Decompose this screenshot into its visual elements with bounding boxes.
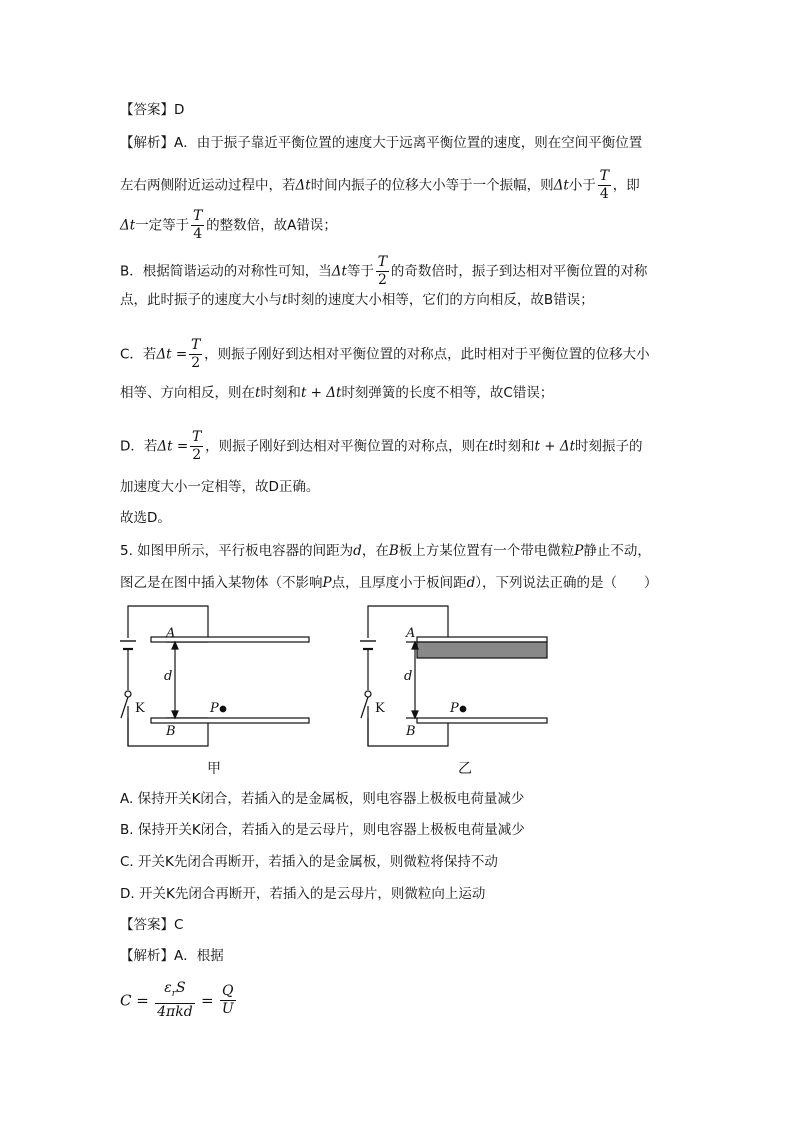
formula-c: C = [120, 991, 149, 1010]
frac-num: T [191, 429, 202, 445]
question-text: ，在 [361, 543, 389, 559]
formula-eq: = [200, 991, 214, 1010]
analysis-text: 一定等于 [135, 217, 190, 234]
analysis-text: 相等、方向相反，则在 [120, 385, 255, 401]
label-b: B [166, 724, 176, 739]
analysis-text: 时刻和 [260, 385, 301, 401]
question-text: ），下列说法正确的是（ ） [475, 575, 658, 591]
var-d: d [353, 543, 362, 559]
analysis-line-a3 [120, 208, 337, 243]
label-a: A [166, 626, 176, 641]
analysis-line-d1 [120, 429, 643, 464]
formula-s: S [176, 980, 186, 996]
label-p: P [450, 701, 459, 716]
analysis-text: 的整数倍，故A错误； [206, 217, 337, 234]
frac-num: T [191, 337, 201, 353]
formula-q: Q [222, 982, 234, 999]
analysis-label: 【解析】 [120, 948, 174, 964]
frac-num: T [192, 208, 203, 224]
var-b: B [388, 543, 399, 559]
label-p: P [210, 701, 219, 716]
frac-den: 4 [193, 226, 203, 242]
figure-yi [360, 606, 547, 746]
caption-yi: 乙 [458, 761, 472, 777]
math-dt: Δt [553, 177, 569, 194]
analysis-text: B．根据简谐运动的对称性可知，当 [120, 263, 332, 280]
fraction-t-over-2 [376, 254, 389, 289]
frac-den: 2 [192, 447, 202, 463]
label-b: B [406, 724, 416, 739]
analysis-line [120, 946, 224, 966]
analysis-line-b2 [120, 290, 594, 310]
answer-value: C [174, 917, 184, 933]
frac-den: 4 [599, 186, 609, 202]
fraction-t-over-2 [189, 337, 202, 372]
question-text: 图乙是在图中插入某物体（不影响 [120, 575, 323, 591]
fraction-t-over-4 [598, 168, 611, 203]
analysis-text: A．根据 [174, 948, 224, 964]
formula-epsilon: ε [164, 980, 172, 996]
question-text: 5. 如图甲所示，平行板电容器的间距为 [120, 543, 354, 559]
fraction-t-over-4 [191, 208, 204, 243]
analysis-text: 时间内振子的位移大小等于一个振幅，则 [310, 177, 554, 194]
analysis-text: D．若 [120, 438, 158, 455]
formula-fraction-2 [220, 983, 236, 1018]
math-dt-eq: Δt = [157, 438, 189, 455]
analysis-text: ，则振子刚好到达相对平衡位置的对称点，此时相对于平衡位置的位移大小 [204, 346, 650, 363]
analysis-text: 的奇数倍时，振子到达相对平衡位置的对称 [390, 263, 648, 280]
formula-sub: r [171, 988, 177, 999]
analysis-text: 左右两侧附近运动过程中，若 [120, 177, 296, 194]
answer-label: 【答案】 [120, 917, 174, 933]
analysis-text: 时刻的速度大小相等，它们的方向相反，故B错误； [287, 292, 594, 308]
formula-num [155, 980, 195, 1003]
label-d: d [404, 669, 413, 684]
analysis-text: C．若 [120, 346, 157, 363]
analysis-text: 时刻和 [494, 438, 535, 455]
answer-line [120, 100, 184, 120]
analysis-line-d2: 加速度大小一定相等，故D正确。 [120, 479, 320, 495]
answer-value: D [174, 102, 185, 118]
math-dt: Δt [120, 217, 136, 234]
math-t: t [488, 438, 495, 455]
analysis-text: ，即 [612, 177, 640, 194]
question-text: 板上方某位置有一个带电微粒 [398, 543, 575, 559]
analysis-label: 【解析】 [120, 135, 174, 151]
answer-line [120, 915, 183, 935]
frac-num: T [599, 168, 609, 184]
inserted-slab [417, 642, 547, 658]
capacitance-formula [120, 980, 238, 1021]
analysis-text: 时刻弹簧的长度不相等，故C错误； [341, 385, 554, 401]
label-k: K [375, 701, 385, 716]
option-d: D. 开关K先闭合再断开，若插入的是云母片，则微粒向上运动 [120, 886, 486, 902]
analysis-line-a1 [120, 133, 642, 153]
label-a: A [406, 626, 416, 641]
formula-fraction-1 [155, 980, 195, 1021]
math-t-plus-dt: t + Δt [534, 438, 576, 455]
question5-line1 [120, 541, 651, 561]
math-dt: Δt [331, 263, 347, 280]
math-t: t [255, 385, 261, 401]
frac-num: T [377, 254, 388, 270]
analysis-text: 等于 [346, 263, 374, 280]
fraction-t-over-2 [190, 429, 203, 464]
analysis-line-c1 [120, 337, 650, 372]
answer-label: 【答案】 [120, 102, 174, 118]
var-d: d [466, 575, 476, 591]
analysis-line-c2 [120, 383, 553, 403]
analysis-text: 点，此时振子的速度大小与 [120, 292, 282, 308]
caption-jia: 甲 [207, 761, 221, 777]
option-b: B. 保持开关K闭合，若插入的是云母片，则电容器上极板电荷量减少 [120, 822, 525, 838]
question-text: 点，且厚度小于板间距 [331, 575, 467, 591]
question-text: 静止不动， [583, 543, 651, 559]
var-p: P [574, 543, 584, 559]
label-d: d [164, 669, 173, 684]
frac-den: 2 [191, 355, 201, 371]
math-t-plus-dt: t + Δt [300, 385, 342, 401]
math-t: t [282, 292, 288, 308]
math-dt: Δt [295, 177, 311, 194]
question5-line2 [120, 573, 658, 593]
figure-jia [120, 606, 309, 746]
option-a: A. 保持开关K闭合，若插入的是金属板，则电容器上极板电荷量减少 [120, 791, 525, 807]
analysis-line-a2 [120, 168, 640, 203]
analysis-text: 小于 [568, 177, 596, 194]
conclusion-line: 故选D。 [120, 510, 171, 526]
var-p: P [322, 575, 332, 591]
formula-den: 4πkd [157, 1003, 193, 1020]
analysis-text: ，则振子刚好到达相对平衡位置的对称点，则在 [205, 438, 489, 455]
math-dt-eq: Δt = [156, 346, 188, 363]
analysis-text: 时刻振子的 [575, 438, 643, 455]
frac-den: 2 [377, 272, 387, 288]
label-k: K [135, 701, 145, 716]
analysis-line-b1 [120, 254, 647, 289]
option-c: C. 开关K先闭合再断开，若插入的是金属板，则微粒将保持不动 [120, 854, 498, 870]
formula-u: U [221, 1000, 234, 1017]
analysis-text: A．由于振子靠近平衡位置的速度大于远离平衡位置的速度，则在空间平衡位置 [174, 135, 643, 151]
capacitor-figures [120, 600, 560, 780]
